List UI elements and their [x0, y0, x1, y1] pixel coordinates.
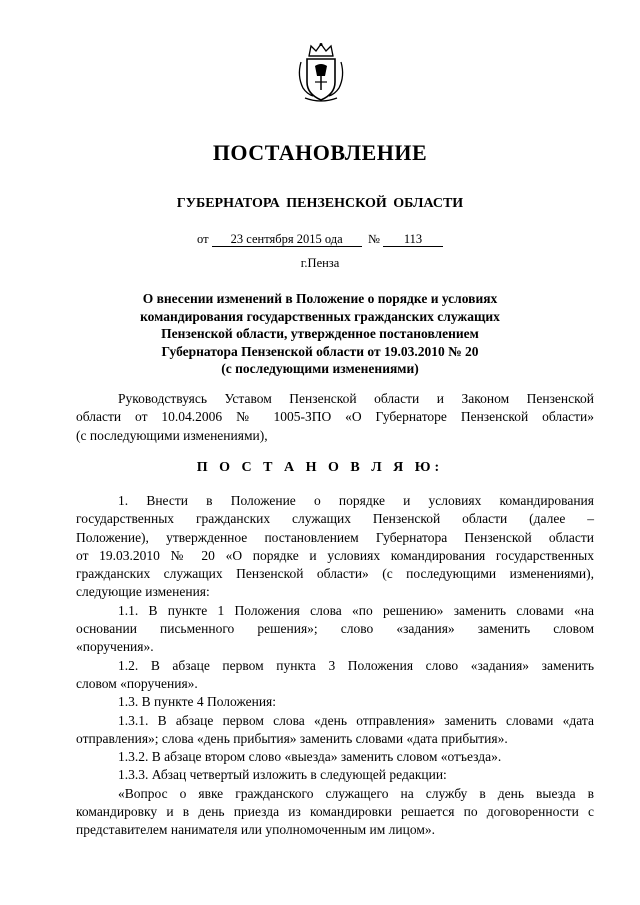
preamble	[76, 390, 594, 445]
body-line: 1.1. В пункте 1 Положения слова «по решению» заменить словами «на	[118, 602, 594, 618]
resolve-heading: П О С Т А Н О В Л Я Ю:	[196, 460, 444, 475]
body-line: гражданских служащих Пензенской области» (с последующими изменениями),	[76, 566, 594, 582]
document-heading	[0, 290, 640, 378]
body-line: от 19.03.2010 № 20 «О порядке и условиях командирования государственных	[76, 547, 594, 563]
body-line: 1.3. В пункте 4 Положения:	[118, 694, 276, 710]
heading-line: Губернатора Пензенской области от 19.03.2010 № 20	[161, 343, 479, 359]
body-line: 1.2. В абзаце первом пункта 3 Положения слово «задания» заменить	[118, 657, 594, 673]
heading-line: О внесении изменений в Положение о порядке и условиях	[142, 291, 498, 306]
body-line: государственных гражданских служащих Пензенской области (далее –	[76, 511, 594, 527]
date-number-line	[0, 232, 640, 247]
body-line: словом «поручения».	[76, 675, 198, 691]
document-issuer: ГУБЕРНАТОРА ПЕНЗЕНСКОЙ ОБЛАСТИ	[176, 196, 464, 211]
date-prefix: от	[197, 232, 209, 246]
heading-line: (с последующими изменениями)	[221, 361, 419, 376]
preamble-line: (с последующими изменениями),	[76, 427, 268, 443]
document-city: г.Пенза	[300, 256, 340, 270]
body-line: основании письменного решения»; слово «задания» заменить словом	[76, 621, 594, 637]
body-line: 1.3.1. В абзаце первом слова «день отправления» заменить словами «дата	[118, 712, 594, 728]
document-title: ПОСТАНОВЛЕНИЕ	[212, 140, 428, 165]
body-line: отправления»; слова «день прибытия» заменить словами «дата прибытия».	[76, 730, 508, 746]
number-prefix: №	[367, 232, 380, 246]
coat-of-arms-emblem	[295, 42, 347, 104]
body-line: 1.3.2. В абзаце втором слово «выезда» заменить словом «отъезда».	[118, 749, 502, 765]
document-date: 23 сентября 2015 ода	[212, 232, 362, 247]
body-line: Положение), утвержденное постановлением Губернатора Пензенской области	[76, 529, 594, 545]
body-line: командировку и в день приезда из командировки решается по договоренности с	[76, 804, 594, 820]
resolution-body	[76, 492, 594, 840]
heading-line: командирования государственных гражданских служащих	[140, 308, 500, 324]
preamble-line: области от 10.04.2006 № 1005-ЗПО «О Губернаторе Пензенской области»	[76, 409, 594, 425]
body-line: представителем нанимателя или уполномоченным им лицом».	[76, 822, 436, 838]
body-line: 1. Внести в Положение о порядке и условиях командирования	[118, 493, 594, 508]
body-line: следующие изменения:	[76, 584, 210, 600]
body-line: «поручения».	[76, 639, 154, 655]
heading-line: Пензенской области, утвержденное постановлением	[161, 326, 479, 341]
body-line: 1.3.3. Абзац четвертый изложить в следующей редакции:	[118, 767, 447, 783]
document-number: 113	[383, 232, 443, 247]
preamble-line: Руководствуясь Уставом Пензенской области и Законом Пензенской	[118, 391, 594, 406]
body-line: «Вопрос о явке гражданского служащего на службу в день выезда в	[118, 785, 594, 801]
